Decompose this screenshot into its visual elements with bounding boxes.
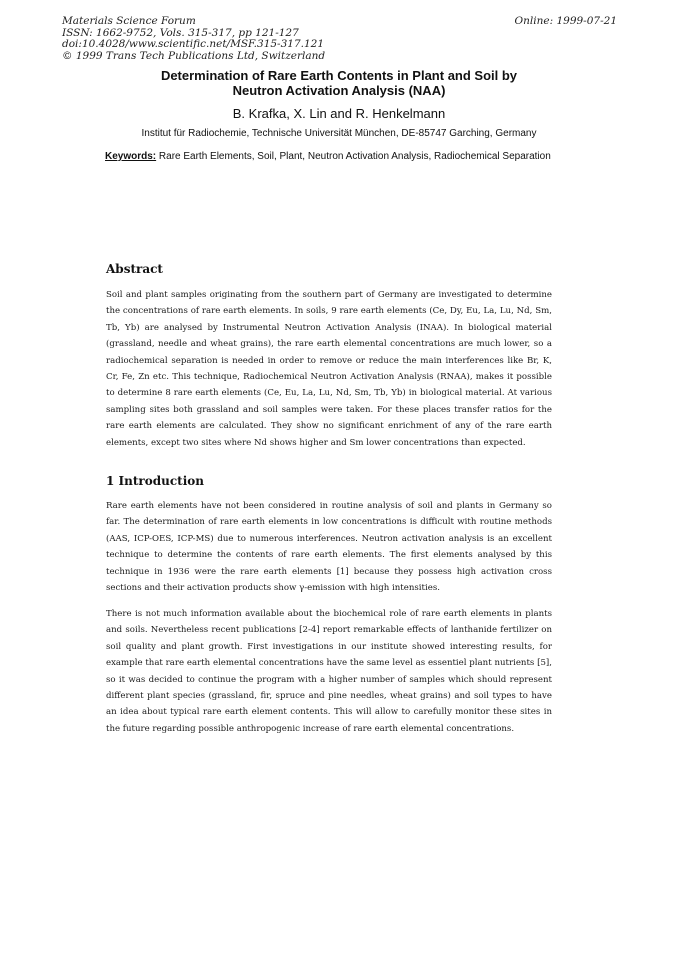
issn-line: ISSN: 1662-9752, Vols. 315-317, pp 121-127 (62, 26, 299, 39)
paper-title-line-1: Determination of Rare Earth Contents in Plant and Soil by (160, 68, 518, 83)
affiliation: Institut für Radiochemie, Technische Universität München, DE-85747 Garching, Germany (141, 128, 537, 139)
keywords-text: Rare Earth Elements, Soil, Plant, Neutron Activation Analysis, Radiochemical Separation (158, 151, 551, 162)
introduction-paragraph-1: Rare earth elements have not been considered in routine analysis of soil and plants in Germany so far. The determination of rare earth elements in low concentrations is difficult with routine methods (AAS, ICP-OES, ICP-MS) due to numerous interferences. Neutron activation analysis is an excellent technique to determine the contents of rare earth elements. The first elements analysed by this technique in 1936 were the rare earth elements [1] because they possess high activation cross sections and their activation products show γ-emission with high intensities. (106, 501, 552, 594)
online-date: Online: 1999-07-21 (514, 15, 617, 27)
abstract-text: Soil and plant samples originating from the southern part of Germany are investigated to determine the concentrations of rare earth elements. In soils, 9 rare earth elements (Ce, Dy, Eu, La, Lu, Nd, Sm, Tb, Yb) are analysed by Instrumental Neutron Activation Analysis (INAA). In biological material (grassland, needle and wheat grains), the rare earth elemental concentrations are much lower, so a radiochemical separation is needed in order to remove or reduce the main interferences like Br, K, Cr, Fe, Zn etc. This technique, Radiochemical Neutron Activation Analysis (RNAA), makes it possible to determine 8 rare earth elements (Ce, Eu, La, Lu, Nd, Sm, Tb, Yb) in biological material. At various sampling sites both grassland and soil samples were taken. For these places transfer ratios for the rare earth elements are calculated. They show no significant enrichment of any of the rare earth elements, except two sites where Nd shows higher and Sm lower concentrations than expected. (106, 290, 552, 448)
paper-title (60, 68, 618, 98)
authors: B. Krafka, X. Lin and R. Henkelmann (232, 106, 446, 121)
introduction-paragraph-2: There is not much information available about the biochemical role of rare earth elements in plants and soils. Nevertheless recent publications [2-4] report remarkable effects of lanthanide fertilizer on soil quality and plant growth. First investigations in our institute showed interesting results, for example that rare earth elemental concentrations have the same level as essentiel plant nutrients [5], so it was decided to continue the program with a higher number of samples which should represent different plant species (grassland, fir, spruce and pine needles, wheat grains) and soil types to have an idea about typical rare earth element contents. This will allow to carefully monitor these sites in the future regarding possible anthropogenic increase of rare earth elemental concentrations. (106, 609, 552, 734)
introduction-heading: 1 Introduction (106, 474, 204, 488)
publication-header (62, 16, 362, 62)
doi-line: doi:10.4028/www.scientific.net/MSF.315-317.121 (62, 38, 325, 51)
abstract-heading: Abstract (106, 262, 163, 276)
paper-title-line-2: Neutron Activation Analysis (NAA) (232, 83, 446, 98)
copyright-line: © 1999 Trans Tech Publications Ltd, Switzerland (62, 49, 326, 62)
journal-name: Materials Science Forum (62, 15, 196, 27)
keywords-label: Keywords: (105, 151, 157, 162)
keywords (105, 151, 551, 163)
